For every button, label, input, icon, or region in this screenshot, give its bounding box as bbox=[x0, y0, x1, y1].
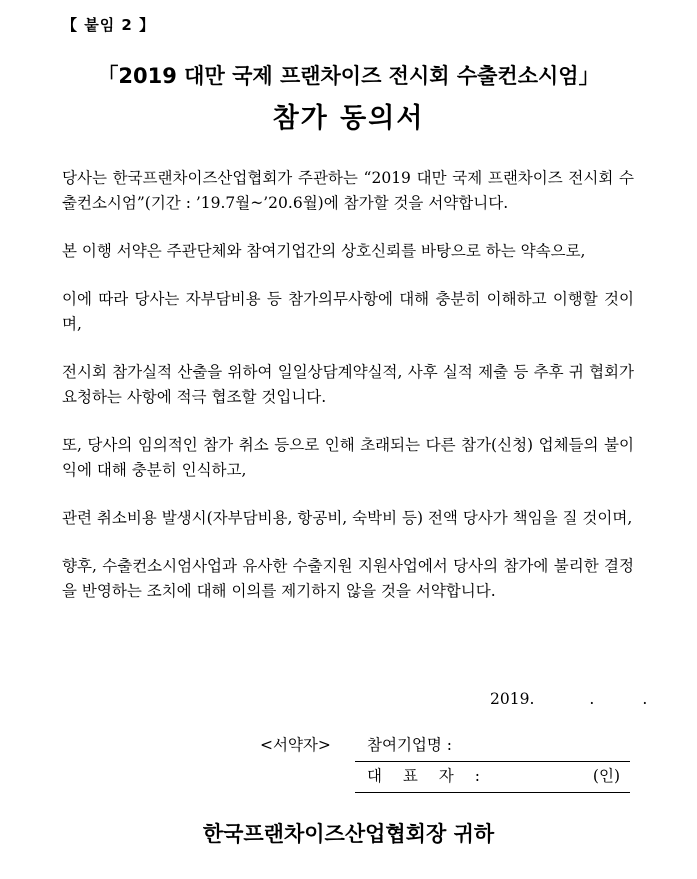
paragraph: 향후, 수출컨소시엄사업과 유사한 수출지원 지원사업에서 당사의 참가에 불리한 결정을 반영하는 조치에 대해 이의를 제기하지 않을 것을 서약합니다. bbox=[62, 557, 634, 600]
paragraph: 본 이행 서약은 주관단체와 참여기업간의 상호신뢰를 바탕으로 하는 약속으로, bbox=[62, 242, 586, 260]
company-name-label: 참여기업명 : bbox=[367, 736, 453, 754]
addressee: 한국프랜차이즈산업협회장 귀하 bbox=[202, 822, 495, 846]
seal-mark: (인) bbox=[592, 767, 620, 785]
date-year: 2019. bbox=[490, 690, 535, 708]
paragraph: 전시회 참가실적 산출을 위하여 일일상담계약실적, 사후 실적 제출 등 추후 귀 협회가 요청하는 사항에 적극 협조할 것입니다. bbox=[62, 363, 634, 406]
paragraph: 당사는 한국프랜차이즈산업협회가 주관하는 “2019 대만 국제 프랜차이즈 전시회 수출컨소시엄”(기간 : ’19.7월~’20.6월)에 참가할 것을 서약합니다. bbox=[62, 169, 634, 212]
document-subtitle: 참가 동의서 bbox=[272, 103, 425, 134]
paragraph: 또, 당사의 임의적인 참가 취소 등으로 인해 초래되는 다른 참가(신청) 업체들의 불이익에 대해 충분히 인식하고, bbox=[62, 436, 634, 479]
attachment-label: 【 붙임 2 】 bbox=[62, 16, 156, 34]
date-day-mark: . bbox=[642, 690, 648, 708]
date-month-mark: . bbox=[589, 690, 595, 708]
representative-line bbox=[355, 762, 630, 793]
paragraph: 이에 따라 당사는 자부담비용 등 참가의무사항에 대해 충분히 이해하고 이행할 것이며, bbox=[62, 290, 634, 333]
pledger-label: <서약자> bbox=[260, 736, 331, 754]
signing-date bbox=[490, 690, 647, 708]
pledge-body bbox=[62, 166, 634, 627]
representative-label: 대 표 자 : bbox=[367, 767, 488, 785]
company-name-line bbox=[355, 731, 630, 762]
paragraph: 관련 취소비용 발생시(자부담비용, 항공비, 숙박비 등) 전액 당사가 책임을 질 것이며, bbox=[62, 509, 633, 527]
document-title: 「2019 대만 국제 프랜차이즈 전시회 수출컨소시엄」 bbox=[97, 64, 600, 88]
